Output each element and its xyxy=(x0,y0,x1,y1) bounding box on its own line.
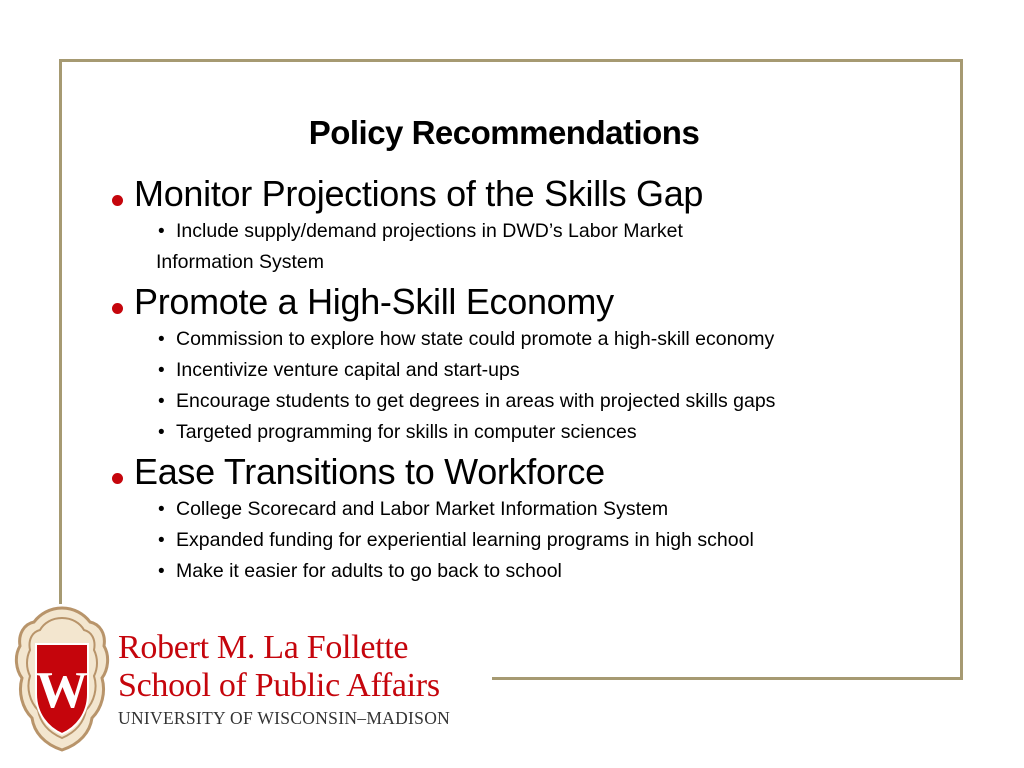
bullet-icon: • xyxy=(158,530,165,551)
section-heading-text: Monitor Projections of the Skills Gap xyxy=(134,173,704,214)
logo-line-school: School of Public Affairs xyxy=(118,667,440,704)
logo-line-university: UNIVERSITY OF WISCONSIN–MADISON xyxy=(118,708,451,728)
list-item xyxy=(108,355,928,386)
section-heading-ease xyxy=(108,450,928,494)
list-item xyxy=(108,324,928,355)
logo-line-name: Robert M. La Follette xyxy=(118,629,409,666)
bullet-dot-icon xyxy=(112,303,123,314)
bullet-icon: • xyxy=(158,221,165,242)
bullet-icon: • xyxy=(158,422,165,443)
section-heading-monitor xyxy=(108,172,928,216)
list-item-text: Targeted programming for skills in computer sciences xyxy=(176,421,637,443)
crest-letter: W xyxy=(36,662,88,719)
bullet-icon: • xyxy=(158,561,165,582)
list-item-continuation xyxy=(108,247,928,278)
list-item-text: Incentivize venture capital and start-ups xyxy=(176,359,520,381)
sub-list-promote xyxy=(108,324,928,448)
list-item-text: Information System xyxy=(156,251,324,273)
bullet-dot-icon xyxy=(112,195,123,206)
list-item xyxy=(108,494,928,525)
list-item xyxy=(108,417,928,448)
sub-list-ease xyxy=(108,494,928,587)
list-item xyxy=(108,216,928,247)
list-item xyxy=(108,556,928,587)
bullet-icon: • xyxy=(158,360,165,381)
list-item xyxy=(108,386,928,417)
list-item-text: Commission to explore how state could promote a high-skill economy xyxy=(176,328,775,350)
list-item xyxy=(108,525,928,556)
slide-content xyxy=(108,172,928,587)
list-item-text: College Scorecard and Labor Market Information System xyxy=(176,498,669,520)
bullet-dot-icon xyxy=(112,473,123,484)
bullet-icon: • xyxy=(158,391,165,412)
slide-title: Policy Recommendations xyxy=(308,114,700,151)
sub-list-monitor xyxy=(108,216,928,278)
section-heading-promote xyxy=(108,280,928,324)
uw-crest-icon xyxy=(14,604,110,754)
la-follette-logo xyxy=(14,604,492,754)
section-heading-text: Promote a High-Skill Economy xyxy=(134,281,614,322)
list-item-text: Include supply/demand projections in DWD’s Labor Market xyxy=(176,220,683,242)
list-item-text: Make it easier for adults to go back to school xyxy=(176,560,562,582)
list-item-text: Encourage students to get degrees in areas with projected skills gaps xyxy=(176,390,776,412)
section-heading-text: Ease Transitions to Workforce xyxy=(134,451,605,492)
bullet-icon: • xyxy=(158,329,165,350)
list-item-text: Expanded funding for experiential learning programs in high school xyxy=(176,529,754,551)
bullet-icon: • xyxy=(158,499,165,520)
